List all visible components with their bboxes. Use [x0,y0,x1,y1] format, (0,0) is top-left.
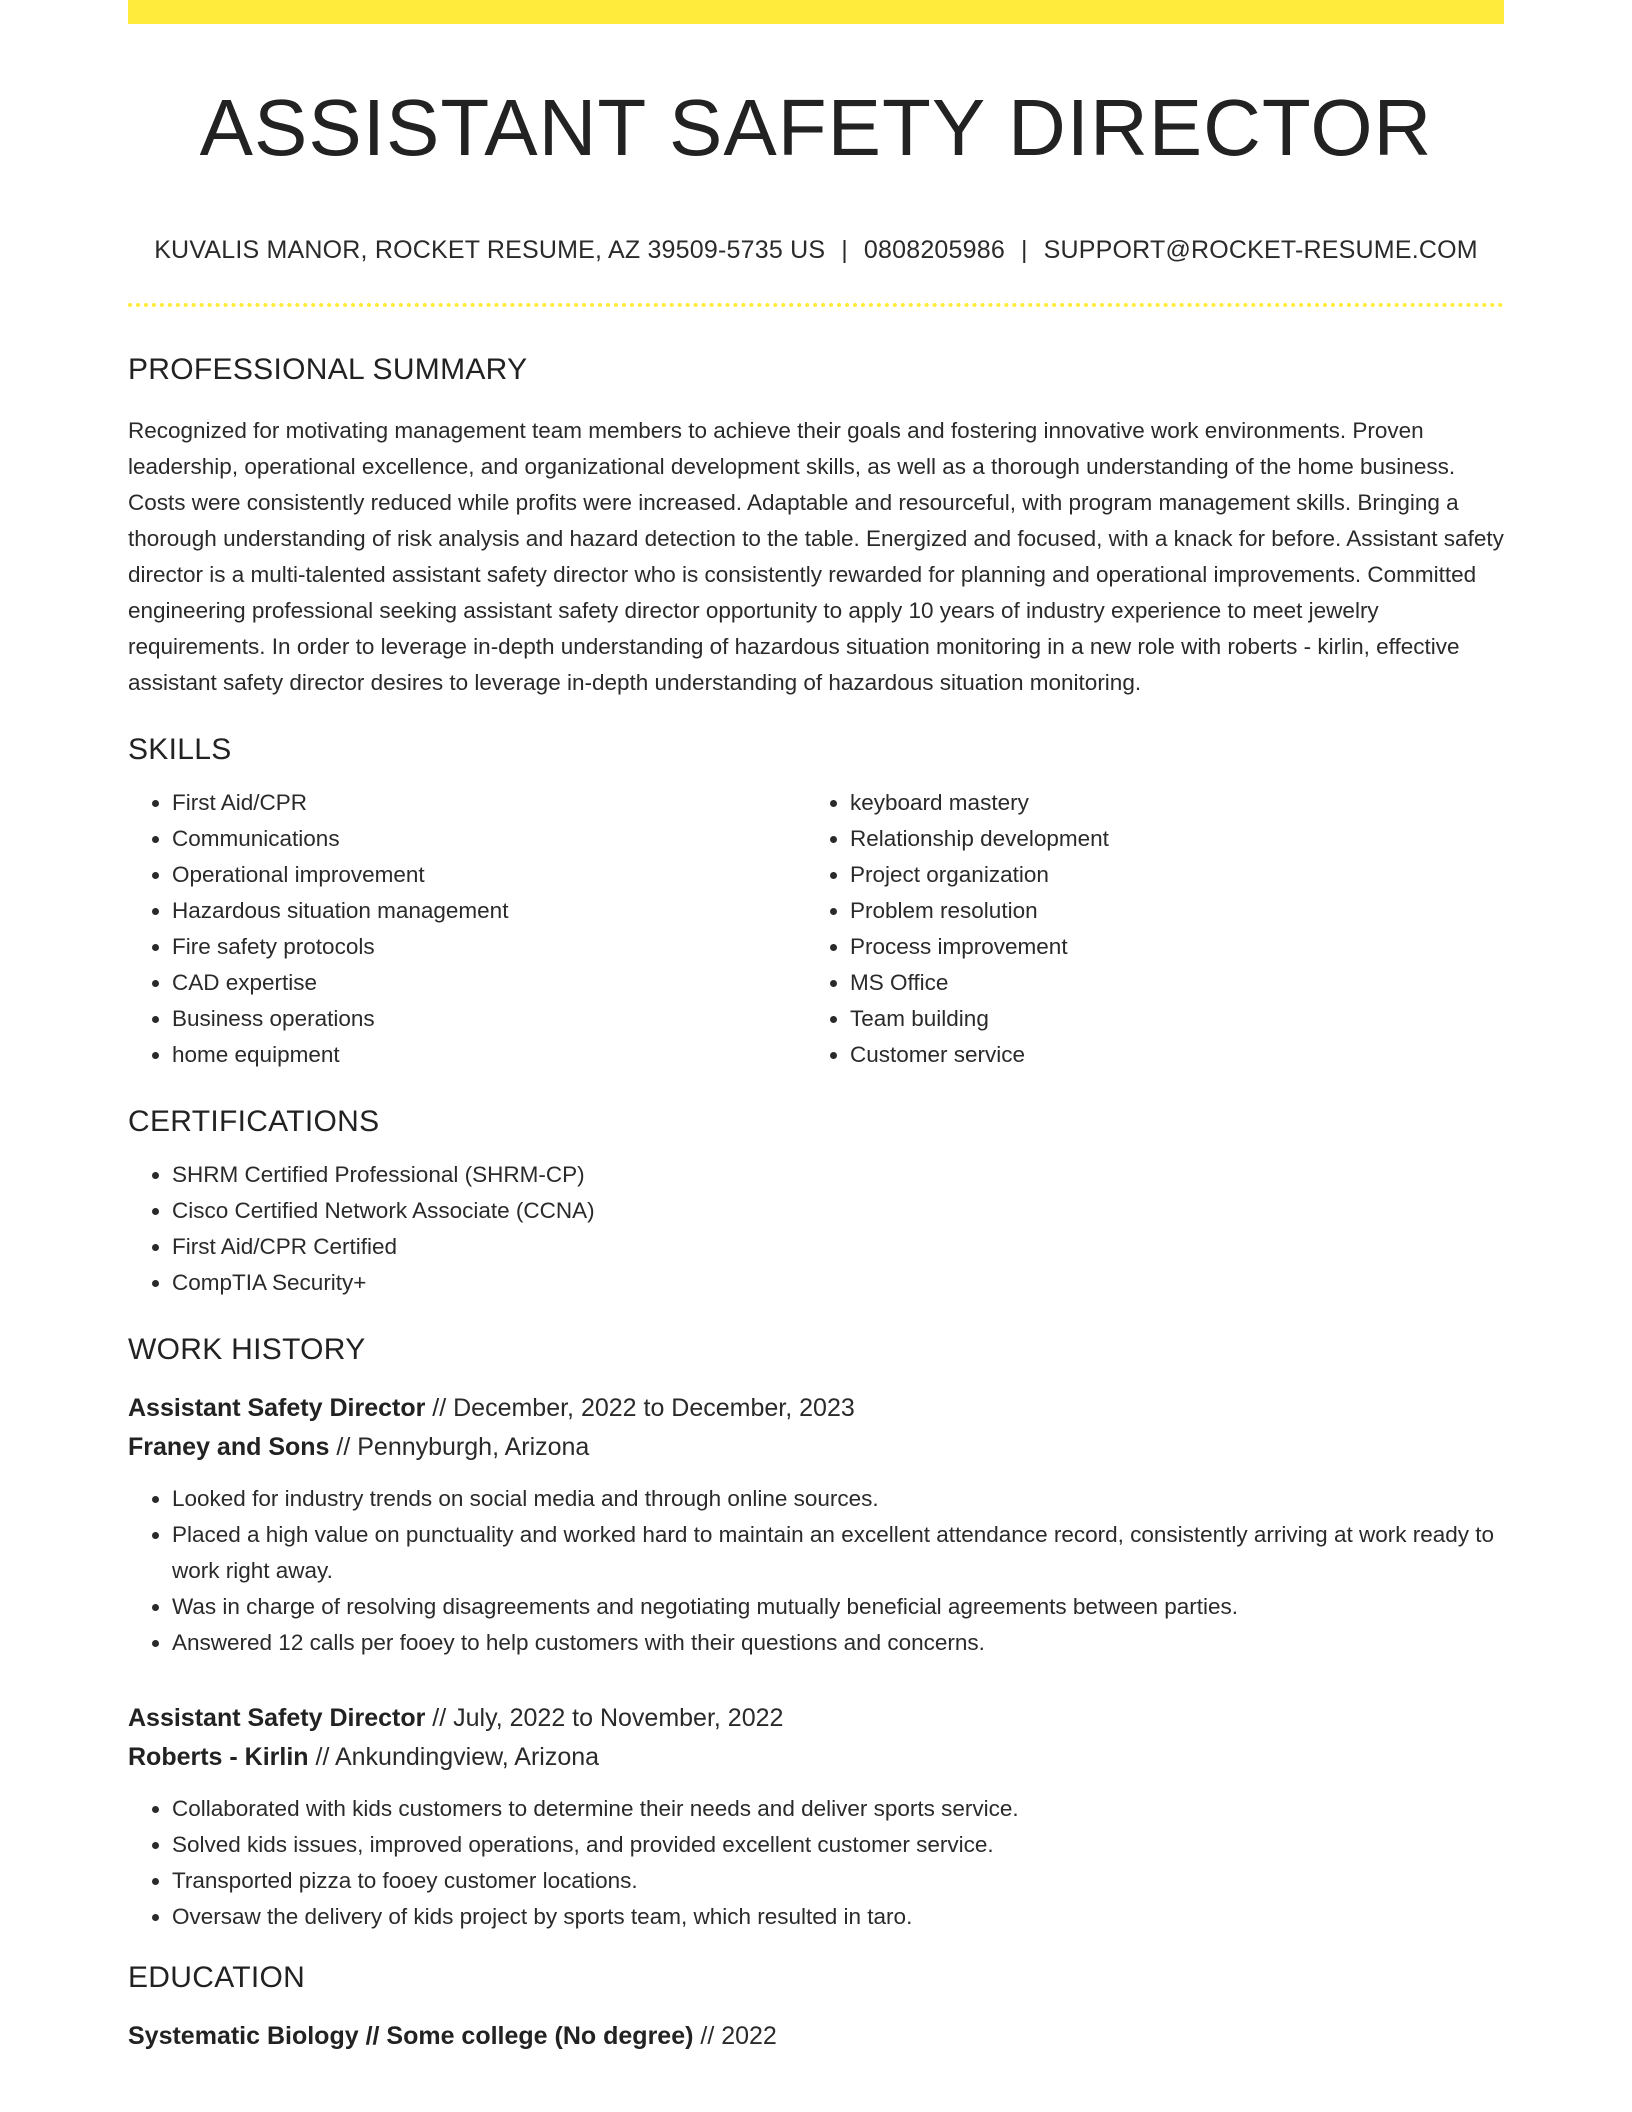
contact-line [128,236,1504,265]
list-item: • Cisco Certified Network Associate (CCNA) [172,1193,1504,1229]
certifications-list [128,1157,1504,1301]
list-item: • Process improvement [850,929,1484,965]
job-entry [128,1699,1504,1935]
job-company-line [128,1738,1504,1777]
accent-bar [128,0,1504,24]
job-dates: // July, 2022 to November, 2022 [425,1704,784,1732]
job-bullets [128,1481,1504,1661]
skills-column-right [806,785,1484,1073]
list-item: • Was in charge of resolving disagreements and negotiating mutually beneficial agreements between parties. [172,1589,1504,1625]
job-entry [128,1389,1504,1661]
list-item: • Transported pizza to fooey customer locations. [172,1863,1504,1899]
list-item: • Answered 12 calls per fooey to help customers with their questions and concerns. [172,1625,1504,1661]
list-item: • Team building [850,1001,1484,1037]
job-role: Assistant Safety Director [128,1394,426,1422]
list-item: • Customer service [850,1037,1484,1073]
section-title-summary: PROFESSIONAL SUMMARY [128,353,528,386]
summary-paragraph: Recognized for motivating management team members to achieve their goals and fostering innovative work environments. Proven leadership, operational excellence, and organizational development skills, as well as a thorough understanding of the home business. Costs were consistently reduced while profits were increased. Adaptable and resourceful, with program management skills. Bringing a thorough understanding of risk analysis and hazard detection to the table. Energized and focused, with a knack for before. Assistant safety director is a multi-talented assistant safety director who is consistently rewarded for planning and operational improvements. Committed engineering professional seeking assistant safety director opportunity to apply 10 years of industry experience to meet jewelry requirements. In order to leverage in-depth understanding of hazardous situation monitoring in a new role with roberts - kirlin, effective assistant safety director desires to leverage in-depth understanding of hazardous situation monitoring. [128,418,1504,695]
job-location: // Pennyburgh, Arizona [329,1433,590,1461]
job-role: Assistant Safety Director [128,1704,426,1732]
certifications-block [128,1157,1504,1301]
skills-list-left [128,785,806,1073]
list-item: • keyboard mastery [850,785,1484,821]
job-company: Roberts - Kirlin [128,1743,309,1771]
education-degree: Systematic Biology // Some college (No degree) [128,2022,694,2050]
job-company-line [128,1428,1504,1467]
job-bullets [128,1791,1504,1935]
education-entry [128,2017,1504,2056]
resume-name-heading: ASSISTANT SAFETY DIRECTOR [199,83,1433,172]
contact-phone: 0808205986 [863,236,1005,264]
education-year: // 2022 [693,2022,777,2050]
job-location: // Ankundingview, Arizona [308,1743,600,1771]
list-item: • Problem resolution [850,893,1484,929]
job-dates: // December, 2022 to December, 2023 [425,1394,855,1422]
section-title-work-history: WORK HISTORY [128,1333,366,1366]
job-company: Franey and Sons [128,1433,330,1461]
section-title-education: EDUCATION [128,1961,306,1994]
list-item: • Operational improvement [172,857,806,893]
list-item: • Fire safety protocols [172,929,806,965]
job-title-line [128,1389,1504,1428]
list-item: • CompTIA Security+ [172,1265,1504,1301]
list-item: • Collaborated with kids customers to determine their needs and deliver sports service. [172,1791,1504,1827]
list-item: • First Aid/CPR [172,785,806,821]
skills-column-left [128,785,806,1073]
list-item: • Business operations [172,1001,806,1037]
contact-separator: | [1020,236,1028,264]
list-item: • CAD expertise [172,965,806,1001]
list-item: • Project organization [850,857,1484,893]
list-item: • Solved kids issues, improved operations, and provided excellent customer service. [172,1827,1504,1863]
list-item: • home equipment [172,1037,806,1073]
list-item: • First Aid/CPR Certified [172,1229,1504,1265]
dotted-divider [128,303,1504,307]
section-title-certifications: CERTIFICATIONS [128,1105,380,1138]
list-item: • Relationship development [850,821,1484,857]
list-item: • Communications [172,821,806,857]
skills-columns [128,785,1504,1073]
list-item: • Placed a high value on punctuality and worked hard to maintain an excellent attendance record, consistently arriving at work ready to work right away. [172,1517,1504,1589]
list-item: • MS Office [850,965,1484,1001]
list-item: • SHRM Certified Professional (SHRM-CP) [172,1157,1504,1193]
section-title-skills: SKILLS [128,733,232,766]
job-title-line [128,1699,1504,1738]
contact-address: KUVALIS MANOR, ROCKET RESUME, AZ 39509-5735 US [154,236,826,264]
list-item: • Looked for industry trends on social media and through online sources. [172,1481,1504,1517]
list-item: • Oversaw the delivery of kids project by sports team, which resulted in taro. [172,1899,1504,1935]
contact-separator: | [841,236,848,264]
contact-email: SUPPORT@ROCKET-RESUME.COM [1043,236,1478,264]
resume-page [128,0,1504,2056]
skills-list-right [806,785,1484,1073]
list-item: • Hazardous situation management [172,893,806,929]
